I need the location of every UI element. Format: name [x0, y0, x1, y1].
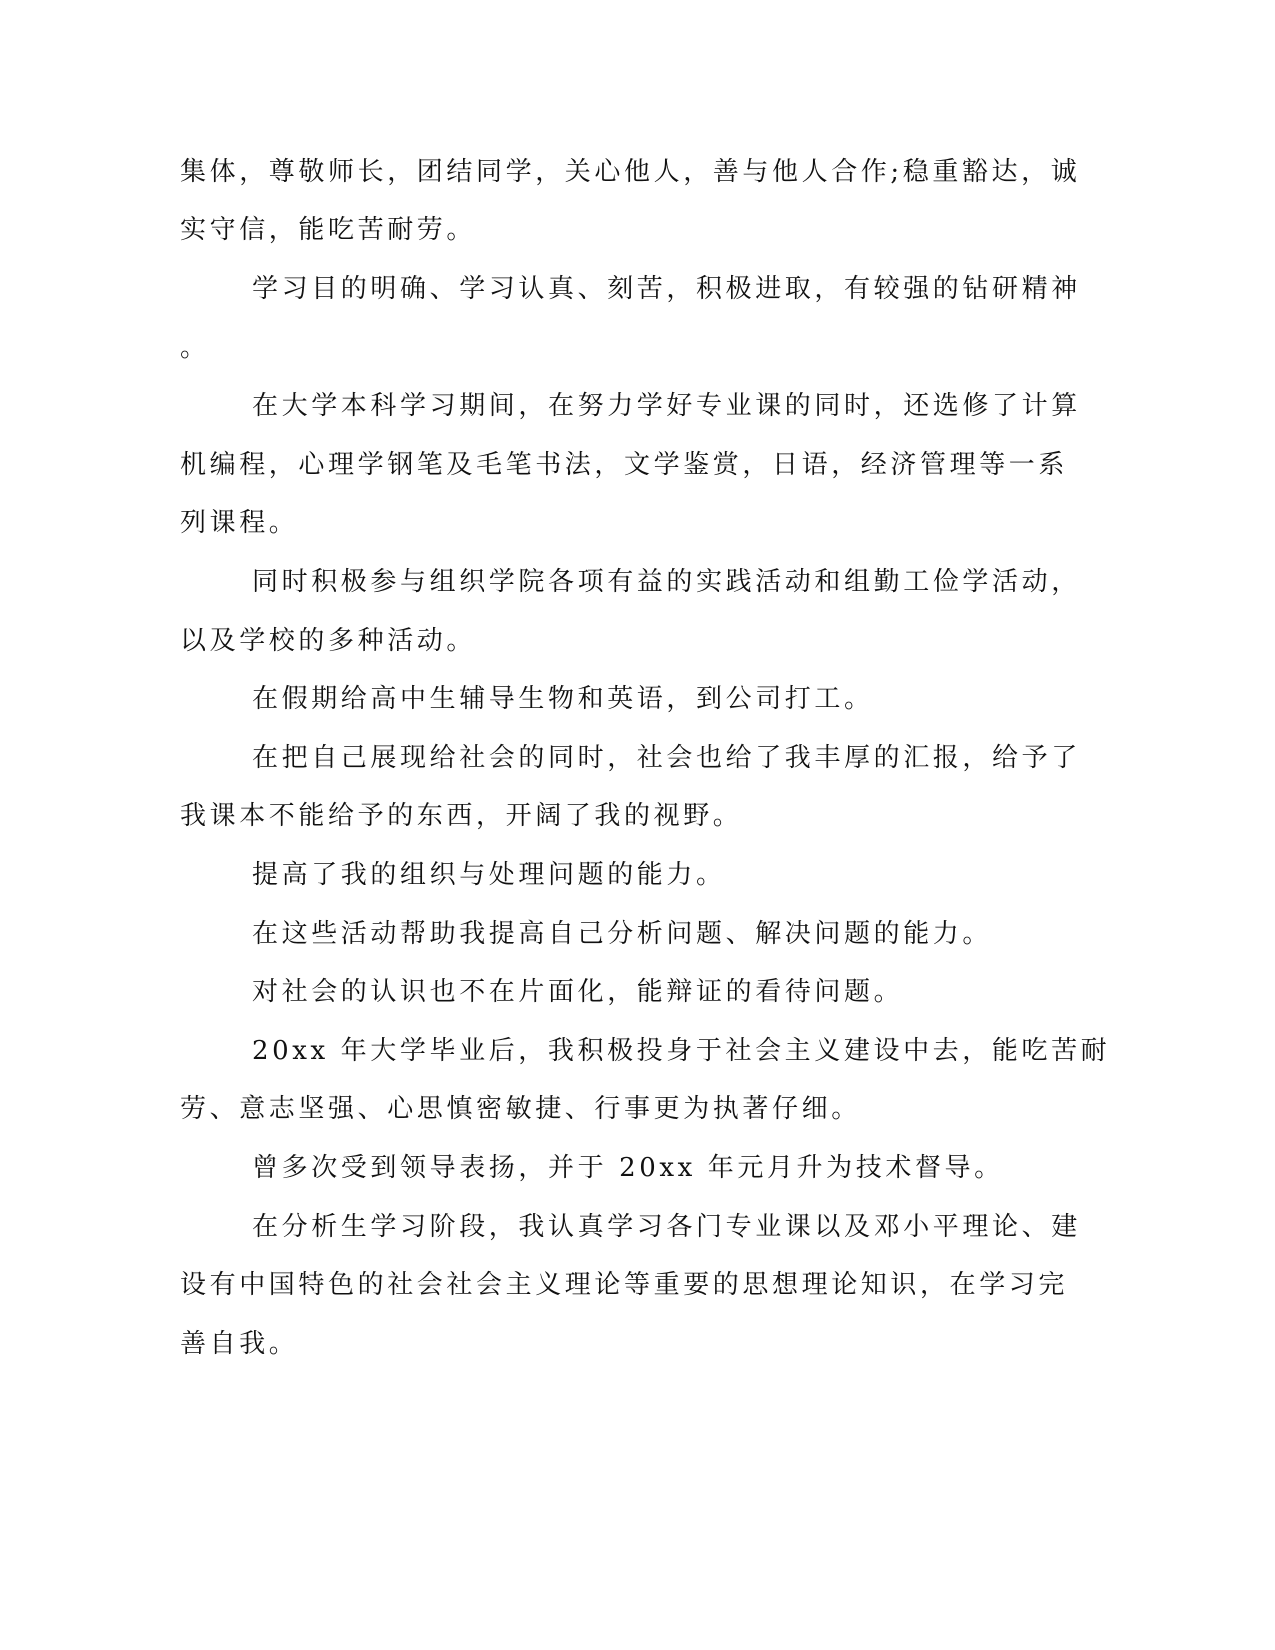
- text-line: 在把自己展现给社会的同时，社会也给了我丰厚的汇报，给予了: [252, 743, 1081, 773]
- text-line: 我课本不能给予的东西，开阔了我的视野。: [180, 801, 743, 831]
- text-line: 以及学校的多种活动。: [180, 626, 477, 656]
- text-line: 对社会的认识也不在片面化，能辩证的看待问题。: [252, 977, 904, 1007]
- text-line: 机编程，心理学钢笔及毛笔书法，文学鉴赏，日语，经济管理等一系: [180, 450, 1069, 480]
- text-line: 善自我。: [180, 1329, 299, 1359]
- text-line: 20xx 年大学毕业后，我积极投身于社会主义建设中去，能吃苦耐: [252, 1036, 1111, 1066]
- text-line: 设有中国特色的社会社会主义理论等重要的思想理论知识，在学习完: [180, 1270, 1069, 1300]
- text-line: 同时积极参与组织学院各项有益的实践活动和组勤工俭学活动，: [252, 567, 1081, 597]
- text-line: 在大学本科学习期间，在努力学好专业课的同时，还选修了计算: [252, 391, 1081, 421]
- text-line: 劳、意志坚强、心思慎密敏捷、行事更为执著仔细。: [180, 1094, 861, 1124]
- text-line: 列课程。: [180, 508, 299, 538]
- text-line: 在假期给高中生辅导生物和英语，到公司打工。: [252, 684, 874, 714]
- text-line: 学习目的明确、学习认真、刻苦，积极进取，有较强的钻研精神: [252, 274, 1081, 304]
- text-line: 在这些活动帮助我提高自己分析问题、解决问题的能力。: [252, 919, 993, 949]
- text-line: 曾多次受到领导表扬，并于 20xx 年元月升为技术督导。: [252, 1153, 1004, 1183]
- text-line: 在分析生学习阶段，我认真学习各门专业课以及邓小平理论、建: [252, 1212, 1081, 1242]
- text-line: 实守信，能吃苦耐劳。: [180, 215, 477, 245]
- text-line: 集体，尊敬师长，团结同学，关心他人，善与他人合作;稳重豁达，诚: [180, 157, 1081, 187]
- text-line: 。: [180, 333, 210, 363]
- text-line: 提高了我的组织与处理问题的能力。: [252, 860, 726, 890]
